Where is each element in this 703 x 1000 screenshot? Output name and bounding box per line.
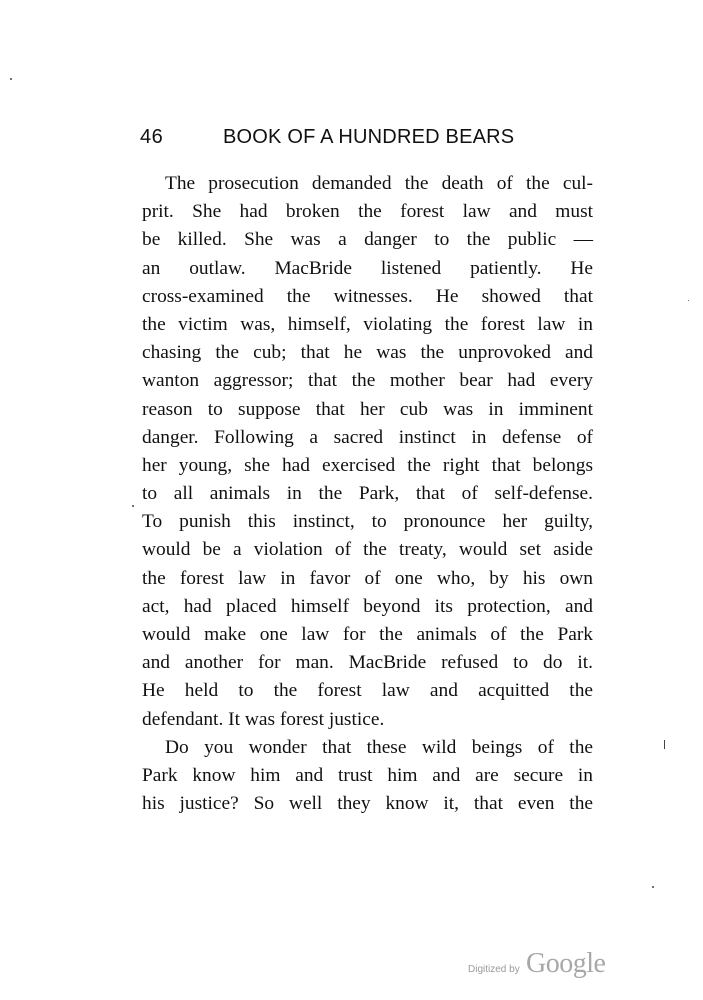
text-line: He held to the forest law and acquitted the [142,680,593,702]
paragraph [142,734,593,819]
scan-speck [688,300,689,301]
text-line: reason to suppose that her cub was in imminent [142,398,593,420]
text-line: be killed. She was a danger to the public — [142,229,593,251]
google-logo: Google [526,948,606,979]
text-line: to all animals in the Park, that of self-defense. [142,483,593,505]
text-line: wanton aggressor; that the mother bear had every [142,370,593,392]
text-line: defendant. It was forest justice. [142,708,385,730]
scan-speck [664,740,665,749]
text-line: chasing the cub; that he was the unprovoked and [142,342,593,364]
page-header [140,126,600,158]
text-line: the forest law in favor of one who, by his own [142,567,593,589]
text-line: would make one law for the animals of the Park [142,624,593,645]
text-line: The prosecution demanded the death of the cul- [165,173,593,194]
text-line: her young, she had exercised the right that belongs [142,454,593,476]
text-line: To punish this instinct, to pronounce her guilty, [142,511,593,533]
text-line: danger. Following a sacred instinct in defense of [142,426,593,448]
digitized-watermark [468,950,618,986]
text-line: cross-examined the witnesses. He showed that [142,285,593,307]
scan-speck [652,886,654,888]
body-text [142,170,593,818]
text-line: Park know him and trust him and are secure in [142,764,593,786]
text-line: act, had placed himself beyond its protection, and [142,595,593,617]
running-title: BOOK OF A HUNDRED BEARS [223,126,515,148]
scan-speck [132,505,134,507]
text-line: would be a violation of the treaty, would set aside [142,539,593,561]
text-line: prit. She had broken the forest law and must [142,201,593,223]
text-line: his justice? So well they know it, that even the [142,793,593,815]
paragraph [142,170,593,734]
page-number: 46 [140,126,164,148]
watermark-prefix: Digitized by [468,964,520,975]
text-line: and another for man. MacBride refused to do it. [142,652,593,674]
text-line: an outlaw. MacBride listened patiently. He [142,257,593,279]
text-line: Do you wonder that these wild beings of the [165,736,593,758]
text-line: the victim was, himself, violating the forest law in [142,313,593,335]
scan-speck [10,78,12,80]
